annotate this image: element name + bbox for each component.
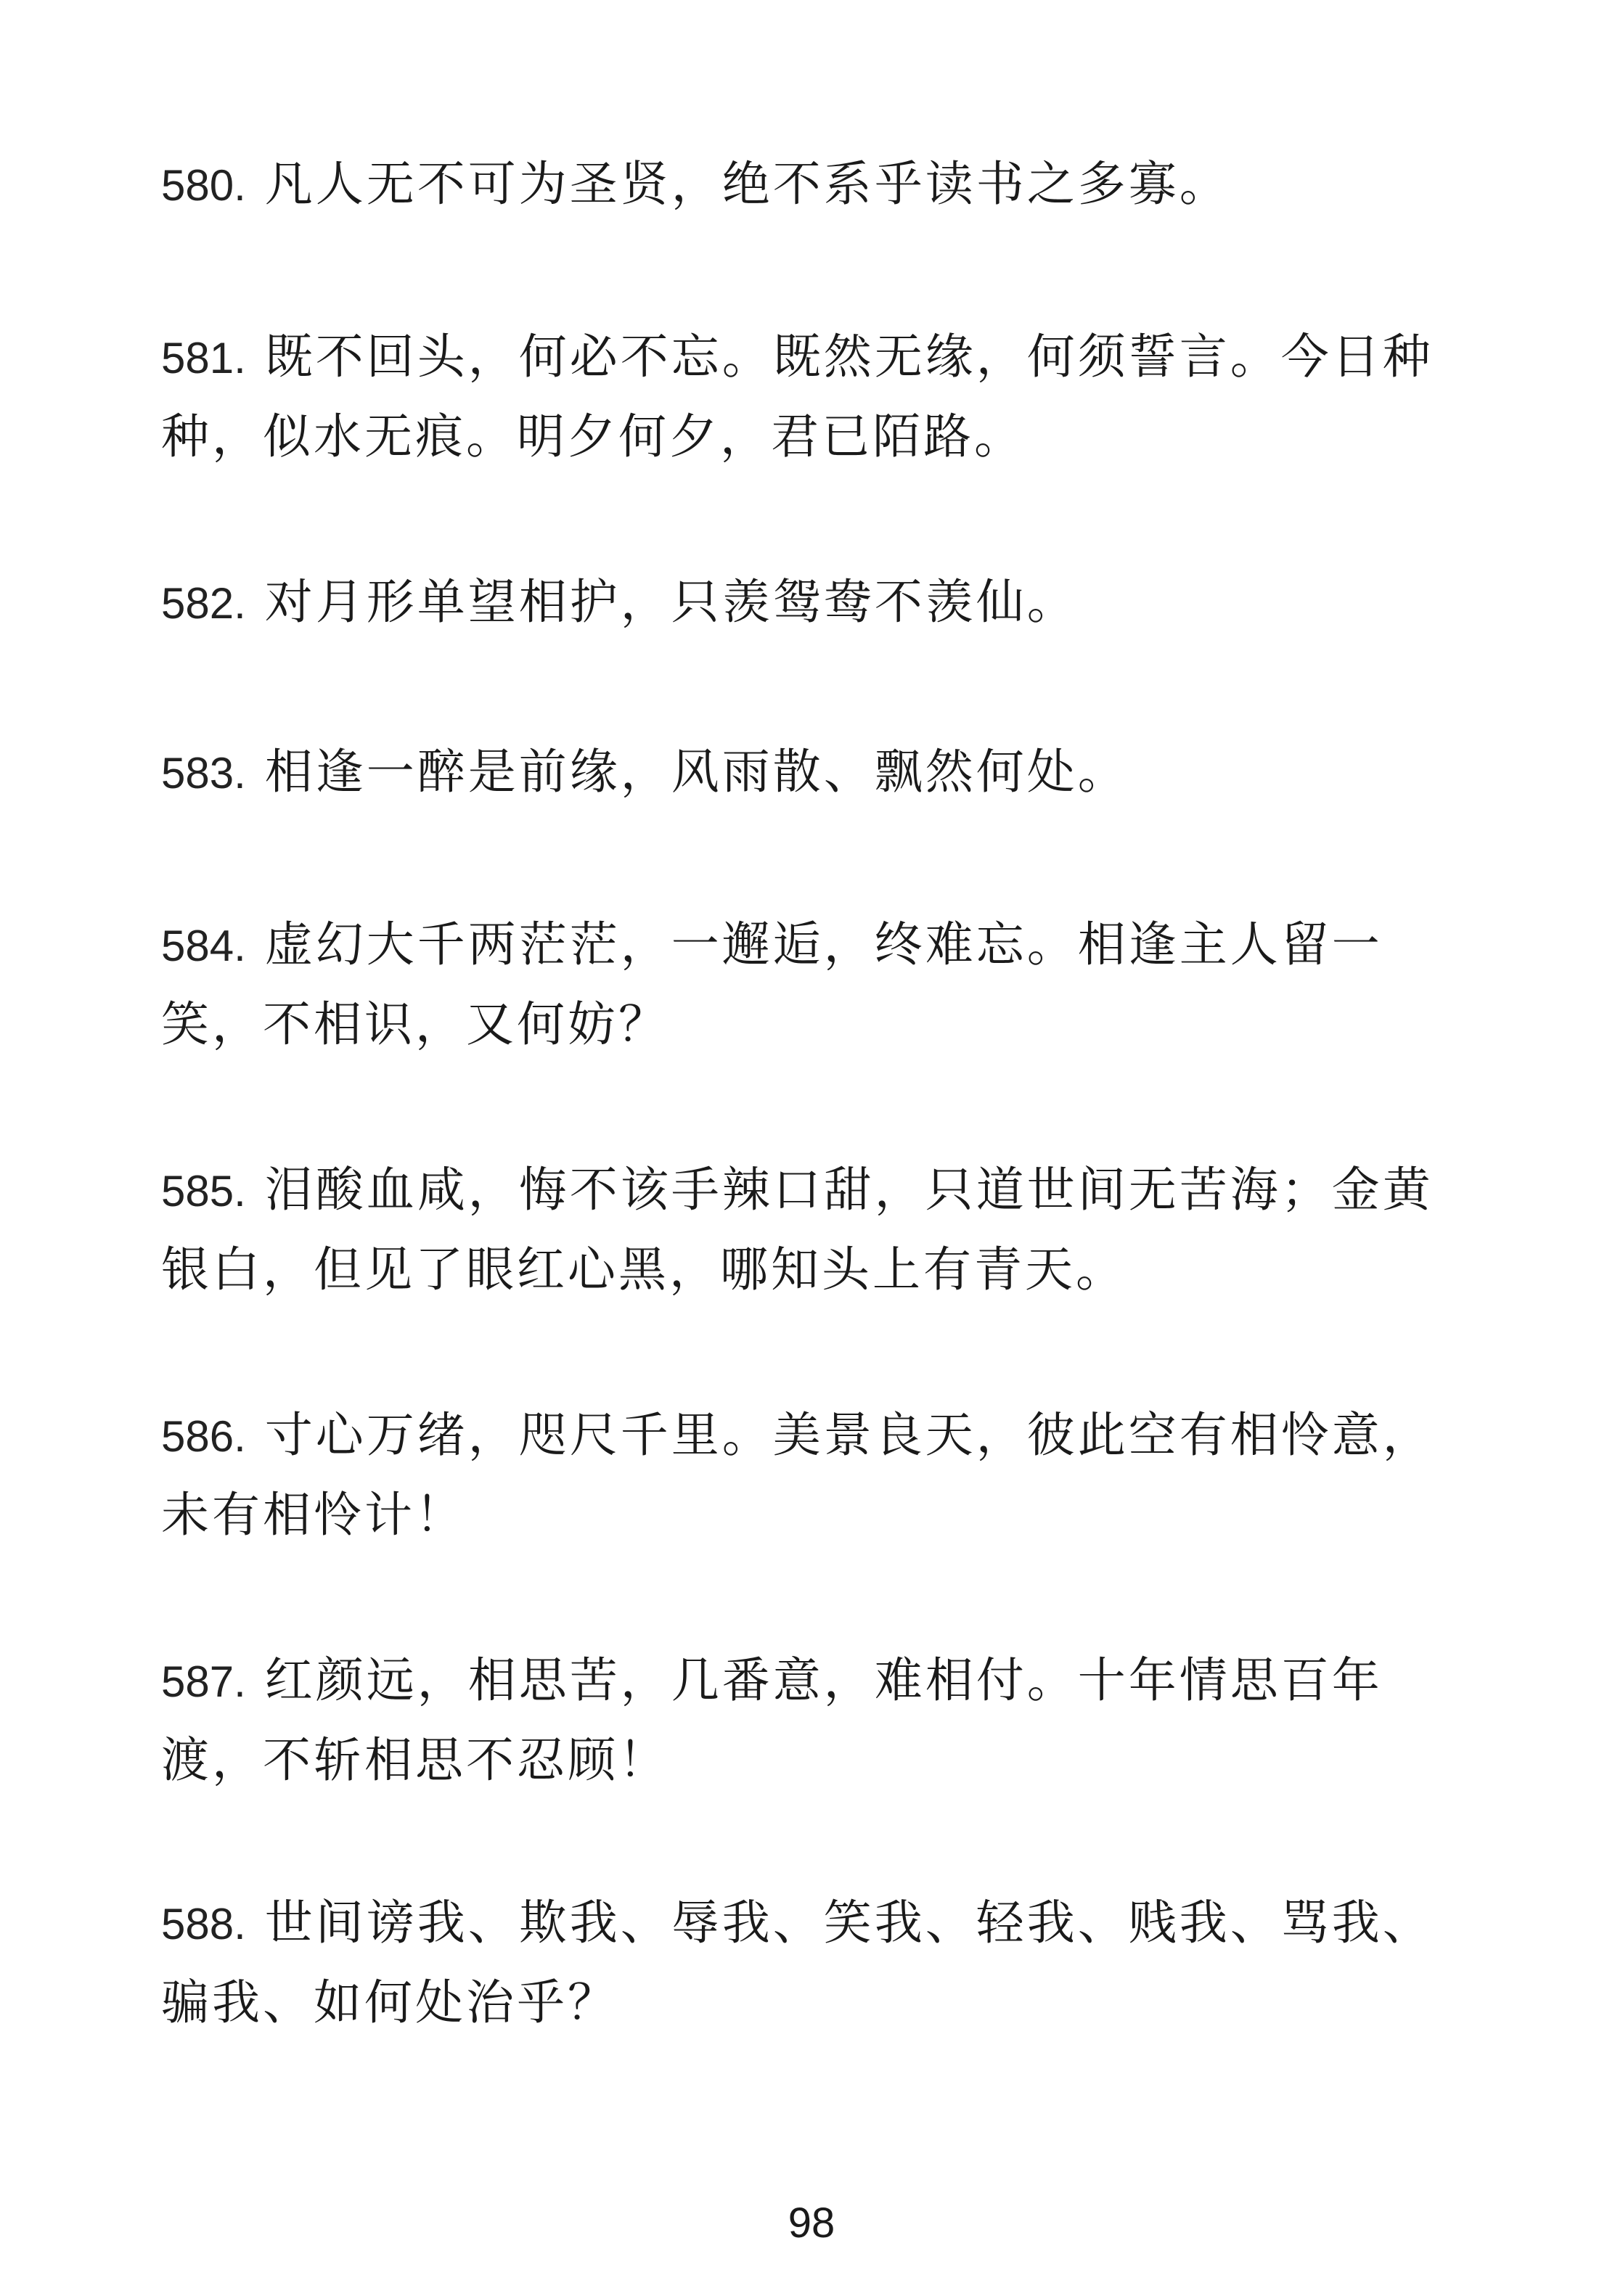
entry-number: 582. [161, 579, 246, 628]
entry-number: 587. [161, 1657, 246, 1706]
entry-number: 588. [161, 1900, 246, 1948]
entry-number: 583. [161, 749, 246, 798]
page-number: 98 [788, 2199, 835, 2247]
entry-text: 既不回头，何必不忘。既然无缘，何须誓言。今日种种，似水无痕。明夕何夕，君已陌路。 [161, 329, 1434, 464]
entry-text: 世间谤我、欺我、辱我、笑我、轻我、贱我、骂我、骗我、如何处治乎？ [161, 1895, 1434, 2030]
quote-entry-583 [161, 733, 1468, 813]
quote-entry-581 [161, 318, 1468, 476]
quote-entry-585 [161, 1151, 1468, 1309]
entry-number: 584. [161, 922, 246, 970]
entry-number: 581. [161, 334, 246, 382]
entry-text: 对月形单望相护，只羡鸳鸯不羡仙。 [264, 574, 1078, 630]
quote-entry-586 [161, 1396, 1468, 1554]
quote-entry-580 [161, 145, 1468, 225]
quote-entry-587 [161, 1641, 1468, 1800]
entry-text: 凡人无不可为圣贤，绝不系乎读书之多寡。 [264, 156, 1230, 212]
entry-number: 585. [161, 1167, 246, 1215]
entry-text: 虚幻大千两茫茫，一邂逅，终难忘。相逢主人留一笑，不相识，又何妨？ [161, 917, 1383, 1052]
quote-entry-582 [161, 563, 1468, 643]
quote-entry-584 [161, 906, 1468, 1064]
entry-text: 红颜远，相思苦，几番意，难相付。十年情思百年渡，不斩相思不忍顾！ [161, 1652, 1383, 1788]
entry-number: 580. [161, 161, 246, 210]
quote-entry-588 [161, 1884, 1468, 2042]
entry-text: 泪酸血咸，悔不该手辣口甜，只道世间无苦海；金黄银白，但见了眼红心黑，哪知头上有青天。 [161, 1162, 1434, 1297]
entry-number: 586. [161, 1412, 246, 1461]
entry-text: 相逢一醉是前缘，风雨散、飘然何处。 [264, 744, 1129, 800]
entry-text: 寸心万绪，咫尺千里。美景良天，彼此空有相怜意，未有相怜计！ [161, 1407, 1434, 1543]
